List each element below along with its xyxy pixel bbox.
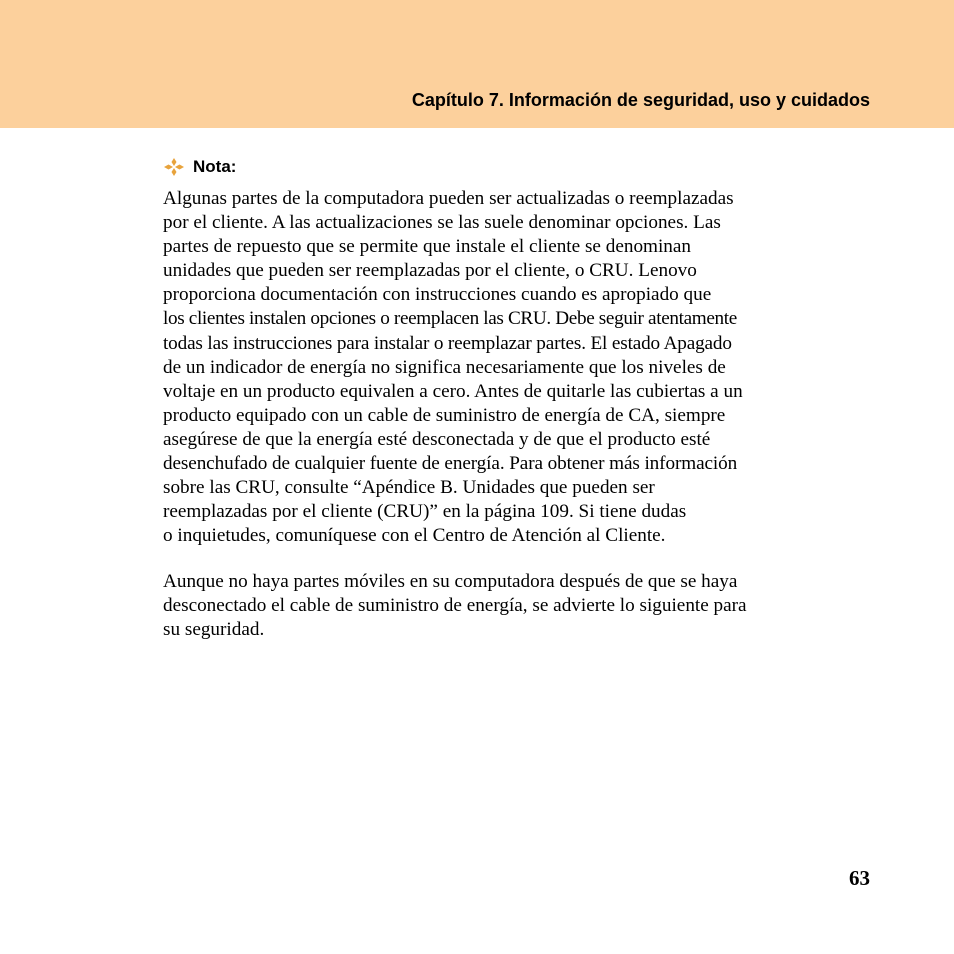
diamond-cluster-icon (163, 157, 185, 177)
text-line: por el cliente. A las actualizaciones se las suele denominar opciones. Las (163, 212, 721, 234)
text-line: todas las instrucciones para instalar o reemplazar partes. El estado Apagado (163, 332, 732, 354)
note-label: Nota: (193, 157, 237, 176)
page-number: 63 (849, 866, 870, 890)
text-line: su seguridad. (163, 619, 265, 641)
text-line: desconectado el cable de suministro de energía, se advierte lo siguiente para (163, 595, 747, 617)
text-line: Algunas partes de la computadora pueden ser actualizadas o reemplazadas (163, 188, 734, 209)
text-line: sobre las CRU, consulte “Apéndice B. Unidades que pueden ser (163, 477, 655, 499)
text-line: proporciona documentación con instrucciones cuando es apropiado que (163, 284, 712, 306)
note-paragraph (163, 187, 873, 548)
header-band (0, 0, 954, 128)
text-line: Aunque no haya partes móviles en su computadora después de que se haya (163, 571, 738, 592)
text-line: voltaje en un producto equivalen a cero. Antes de quitarle las cubiertas a un (163, 380, 743, 402)
text-line: desenchufado de cualquier fuente de energía. Para obtener más información (163, 453, 738, 475)
text-line: los clientes instalen opciones o reemplacen las CRU. Debe seguir atentamente (163, 308, 737, 330)
text-line: reemplazadas por el cliente (CRU)” en la página 109. Si tiene dudas (163, 501, 687, 523)
text-line: producto equipado con un cable de suministro de energía de CA, siempre (163, 404, 726, 426)
safety-paragraph (163, 570, 873, 642)
text-line: asegúrese de que la energía esté desconectada y de que el producto esté (163, 428, 711, 450)
text-line: unidades que pueden ser reemplazadas por el cliente, o CRU. Lenovo (163, 260, 697, 282)
text-line: partes de repuesto que se permite que instale el cliente se denominan (163, 236, 691, 258)
text-line: de un indicador de energía no significa necesariamente que los niveles de (163, 356, 726, 378)
text-line: o inquietudes, comuníquese con el Centro de Atención al Cliente. (163, 525, 666, 547)
note-heading (163, 157, 236, 177)
chapter-title: Capítulo 7. Información de seguridad, uso y cuidados (411, 90, 870, 110)
